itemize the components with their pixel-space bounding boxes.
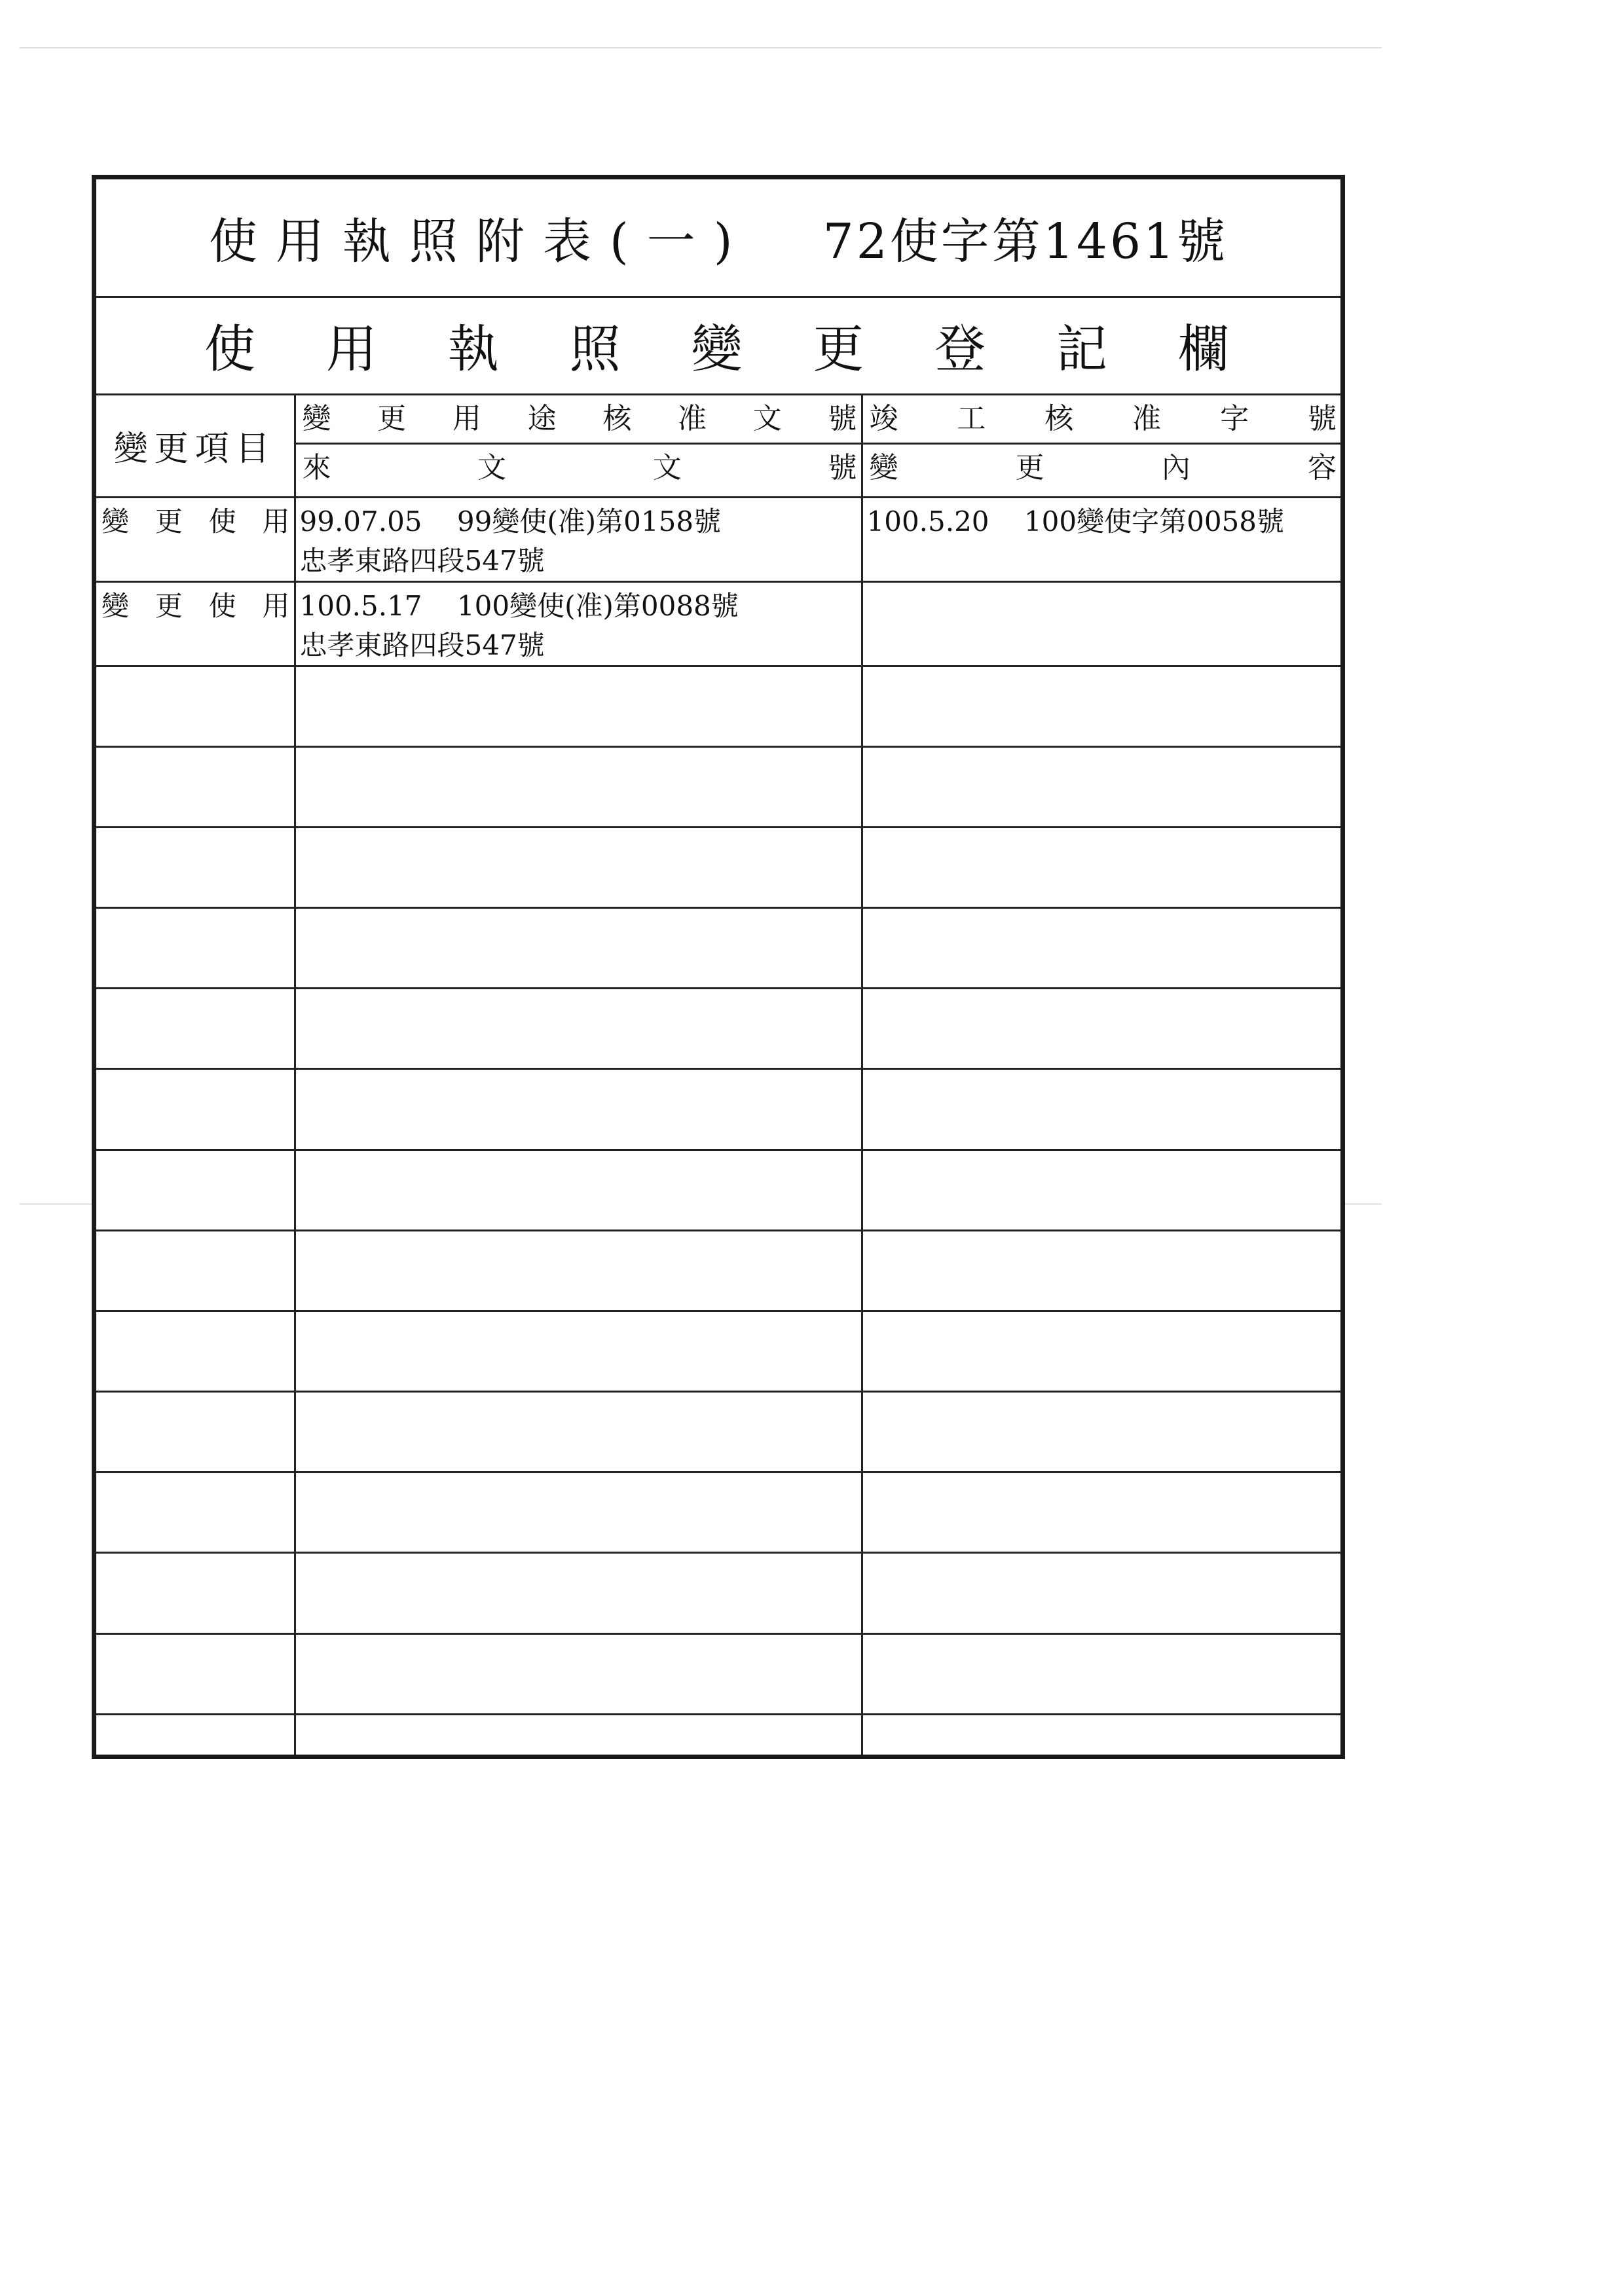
empty-cell [862, 1150, 1340, 1230]
item-char: 用 [262, 505, 290, 538]
empty-cell [295, 989, 862, 1069]
row-approval-cell [295, 581, 862, 666]
row-approval-cell [295, 497, 862, 581]
table-row [96, 497, 1340, 581]
empty-cell [295, 1230, 862, 1311]
empty-cell [295, 1150, 862, 1230]
header-char: 途 [527, 402, 557, 435]
empty-cell [295, 827, 862, 907]
empty-cell [862, 1311, 1340, 1391]
header-char: 核 [602, 402, 632, 435]
subtitle-char: 記 [1056, 319, 1108, 379]
header-char: 文 [477, 450, 507, 484]
table-row [96, 581, 1340, 666]
subtitle-char: 更 [813, 319, 864, 379]
header-char: 變 [302, 402, 331, 435]
empty-cell [96, 1230, 295, 1311]
header-change-item: 變更項目 [96, 395, 295, 497]
empty-table-row [96, 1230, 1340, 1311]
empty-cell [295, 1069, 862, 1150]
item-char: 變 [101, 505, 130, 538]
empty-cell [295, 1553, 862, 1633]
empty-cell [295, 1311, 862, 1391]
header-char: 核 [1044, 402, 1074, 435]
header-char: 更 [377, 402, 407, 435]
header-char: 號 [828, 450, 857, 484]
header-char: 號 [828, 402, 857, 435]
header-char: 字 [1220, 402, 1249, 435]
subtitle-char: 使 [204, 319, 256, 379]
empty-cell [862, 1230, 1340, 1311]
header-char: 工 [957, 402, 986, 435]
header-char: 號 [1307, 402, 1337, 435]
empty-cell [295, 1714, 862, 1755]
header-approval-bottom [295, 443, 862, 497]
empty-cell [862, 908, 1340, 989]
completion-text: 100.5.20 100變使字第0058號 [866, 505, 1284, 538]
header-char: 准 [678, 402, 707, 435]
empty-cell [862, 1553, 1340, 1633]
registration-grid [96, 395, 1340, 1755]
empty-cell [862, 666, 1340, 746]
header-char: 竣 [869, 402, 898, 435]
approval-text: 99.07.05 99變使(准)第0158號 忠孝東路四段547號 [299, 505, 722, 577]
subtitle-char: 欄 [1177, 319, 1229, 379]
empty-cell [862, 1069, 1340, 1150]
item-char: 使 [208, 589, 236, 622]
subtitle-char: 登 [934, 319, 986, 379]
empty-cell [295, 1472, 862, 1553]
empty-table-row [96, 666, 1340, 746]
empty-cell [862, 1714, 1340, 1755]
item-char: 更 [155, 505, 183, 538]
row-completion-cell [862, 581, 1340, 666]
header-char: 文 [652, 450, 682, 484]
empty-table-row [96, 1633, 1340, 1714]
empty-cell [295, 1392, 862, 1472]
empty-cell [862, 827, 1340, 907]
header-char: 變 [869, 450, 898, 484]
header-completion-top [862, 395, 1340, 443]
empty-cell [96, 1150, 295, 1230]
empty-cell [96, 1633, 295, 1714]
empty-table-row [96, 746, 1340, 827]
empty-cell [862, 1472, 1340, 1553]
empty-cell [96, 1311, 295, 1391]
empty-cell [295, 1633, 862, 1714]
item-char: 使 [208, 505, 236, 538]
approval-text: 100.5.17 100變使(准)第0088號 忠孝東路四段547號 [299, 589, 739, 661]
subtitle-char: 執 [447, 319, 499, 379]
header-char: 內 [1161, 450, 1190, 484]
header-char: 文 [752, 402, 782, 435]
permit-appendix-table [92, 175, 1345, 1759]
empty-table-row [96, 1714, 1340, 1755]
completion-text [863, 583, 1341, 587]
empty-cell [96, 908, 295, 989]
empty-cell [96, 1714, 295, 1755]
empty-cell [96, 1553, 295, 1633]
empty-table-row [96, 1472, 1340, 1553]
empty-table-row [96, 1150, 1340, 1230]
row-item-cell [96, 581, 295, 666]
empty-table-row [96, 908, 1340, 989]
empty-table-row [96, 1553, 1340, 1633]
subtitle-char: 照 [569, 319, 621, 379]
empty-table-row [96, 1069, 1340, 1150]
header-char: 更 [1015, 450, 1044, 484]
empty-cell [862, 989, 1340, 1069]
empty-cell [96, 746, 295, 827]
empty-cell [862, 746, 1340, 827]
empty-table-row [96, 989, 1340, 1069]
item-char: 變 [101, 589, 130, 622]
row-item-cell [96, 497, 295, 581]
empty-cell [96, 989, 295, 1069]
empty-cell [96, 1472, 295, 1553]
empty-cell [96, 1069, 295, 1150]
subtitle-char: 用 [325, 319, 377, 379]
header-char: 容 [1307, 450, 1337, 484]
empty-table-row [96, 1392, 1340, 1472]
header-char: 用 [452, 402, 481, 435]
empty-cell [862, 1392, 1340, 1472]
header-char: 准 [1132, 402, 1162, 435]
scan-artifact-line [20, 47, 1382, 48]
header-completion-bottom [862, 443, 1340, 497]
empty-cell [862, 1633, 1340, 1714]
subtitle-band [96, 296, 1340, 395]
title-right: 72使字第1461號 [822, 213, 1228, 270]
header-char: 來 [302, 450, 331, 484]
empty-table-row [96, 1311, 1340, 1391]
row-completion-cell [862, 497, 1340, 581]
empty-cell [96, 827, 295, 907]
empty-cell [295, 908, 862, 989]
item-char: 用 [262, 589, 290, 622]
subtitle-char: 變 [691, 319, 743, 379]
title-left: 使用執照附表(一) [208, 213, 751, 270]
empty-cell [96, 666, 295, 746]
title-band [96, 179, 1340, 298]
empty-table-row [96, 827, 1340, 907]
item-char: 更 [155, 589, 183, 622]
empty-cell [295, 746, 862, 827]
empty-cell [295, 666, 862, 746]
empty-cell [96, 1392, 295, 1472]
header-approval-top [295, 395, 862, 443]
